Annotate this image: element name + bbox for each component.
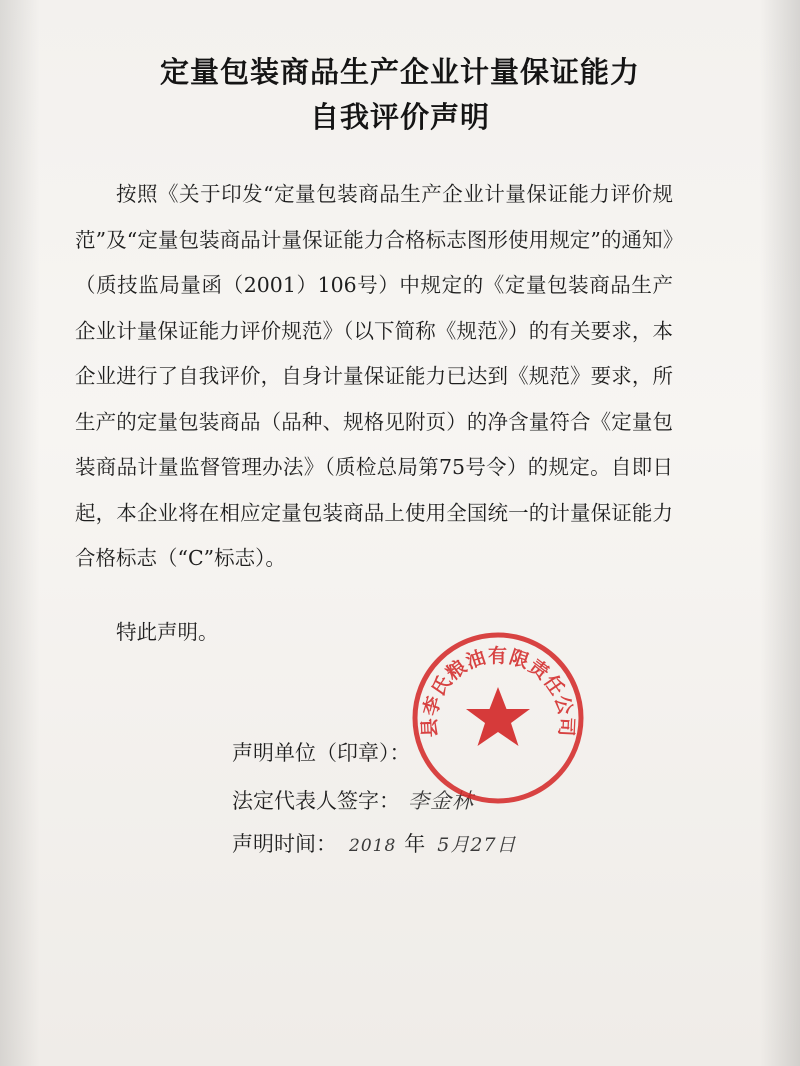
- declaring-unit-label: 声明单位（印章）：: [232, 741, 411, 765]
- declaration-date-label: 声明时间：: [232, 832, 337, 856]
- year-unit-label: 年: [404, 832, 426, 856]
- seal-star-icon: [466, 687, 530, 746]
- company-seal-stamp: [410, 630, 586, 806]
- handwritten-signature: 李金林: [408, 789, 474, 813]
- document-title-line1: 定量包装商品生产企业计量保证能力: [159, 55, 640, 89]
- handwritten-month-day: 5月27日: [437, 834, 517, 856]
- declaration-date-line: [232, 829, 517, 861]
- svg-text:县李氏粮油有限责任公司: 县李氏粮油有限责任公司: [418, 645, 578, 738]
- legal-representative-label: 法定代表人签字：: [232, 789, 400, 813]
- document-title-line2: 自我评价声明: [309, 100, 490, 134]
- declaration-body: 按照《关于印发“定量包装商品生产企业计量保证能力评价规范”及“定量包装商品计量保证能力合格标志图形使用规定”的通知》（质技监局量函（2001）106号）中规定的《定量包装商品生产企业计量保证能力评价规范》（以下简称《规范》）的有关要求，本企业进行了自我评价，自身计量保证能力已达到《规范》要求，所生产的定量包装商品（品种、规格见附页）的净含量符合《定量包装商品计量监督管理办法》（质检总局第75号令）的规定。自即日起，本企业将在相应定量包装商品上使用全国统一的计量保证能力合格标志（“C”标志）。: [75, 182, 673, 570]
- declaring-unit-line: [232, 738, 411, 768]
- handwritten-year: 2018: [349, 836, 397, 856]
- closing-statement: 特此声明。: [116, 620, 219, 644]
